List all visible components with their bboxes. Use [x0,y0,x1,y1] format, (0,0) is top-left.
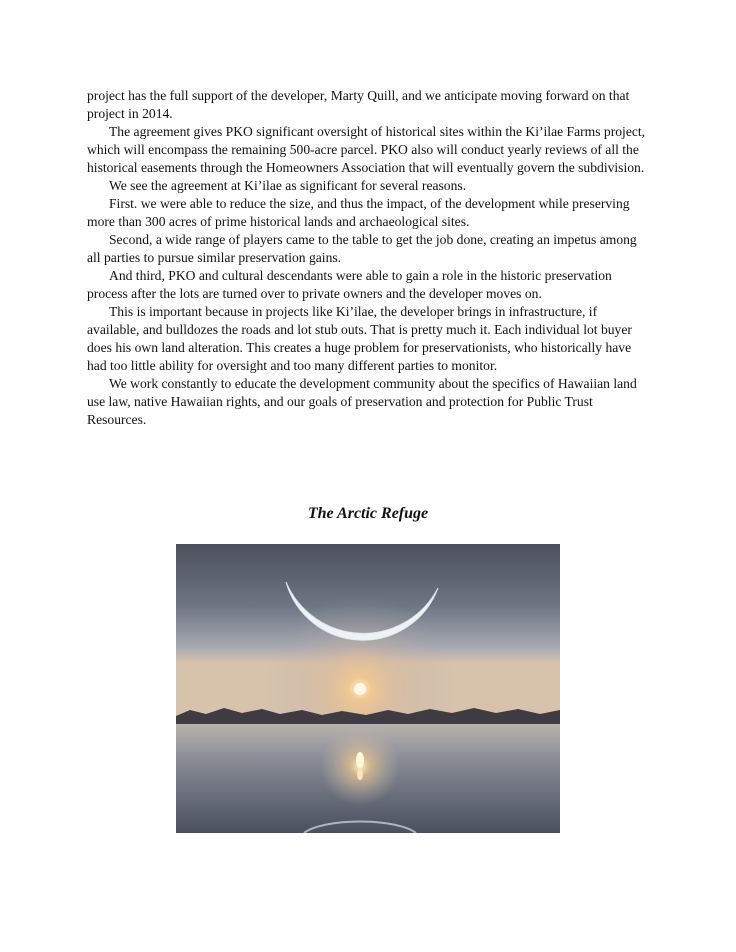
paragraph-2: The agreement gives PKO significant oversight of historical sites within the Ki’ilae Farms project, which will encompass the remaining 500-acre parcel. PKO also will conduct yearly reviews of all the historical easements through the Homeowners Association that will eventually govern the subdivision. [87,124,646,175]
paragraph-6: And third, PKO and cultural descendants were able to gain a role in the historic preservation process after the lots are turned over to private owners and the developer moves on. [87,268,612,301]
paragraph-7: This is important because in projects like Ki’ilae, the developer brings in infrastructure, if available, and bulldozes the roads and lot stub outs. That is pretty much it. Each individual lot buyer does his own land alteration. This creates a huge problem for preservationists, who historically have had too little ability for oversight and too many different parties to monitor. [87,304,632,373]
paragraph-3: We see the agreement at Ki’ilae as significant for several reasons. [109,178,467,193]
paragraph-5: Second, a wide range of players came to the table to get the job done, creating an impetus among all parties to pursue similar preservation gains. [87,232,637,265]
figure-caption: The Arctic Refuge [307,505,429,522]
paragraph-1: project has the full support of the developer, Marty Quill, and we anticipate moving forward on that project in 2014. [87,88,630,121]
paragraph-8: We work constantly to educate the development community about the specifics of Hawaiian land use law, native Hawaiian rights, and our goals of preservation and protection for Public Trust Resources. [87,376,637,427]
paragraph-4: First. we were able to reduce the size, and thus the impact, of the development while preserving more than 300 acres of prime historical lands and archaeological sites. [87,196,630,229]
body-text [87,87,649,429]
arctic-refuge-photo [176,544,560,833]
